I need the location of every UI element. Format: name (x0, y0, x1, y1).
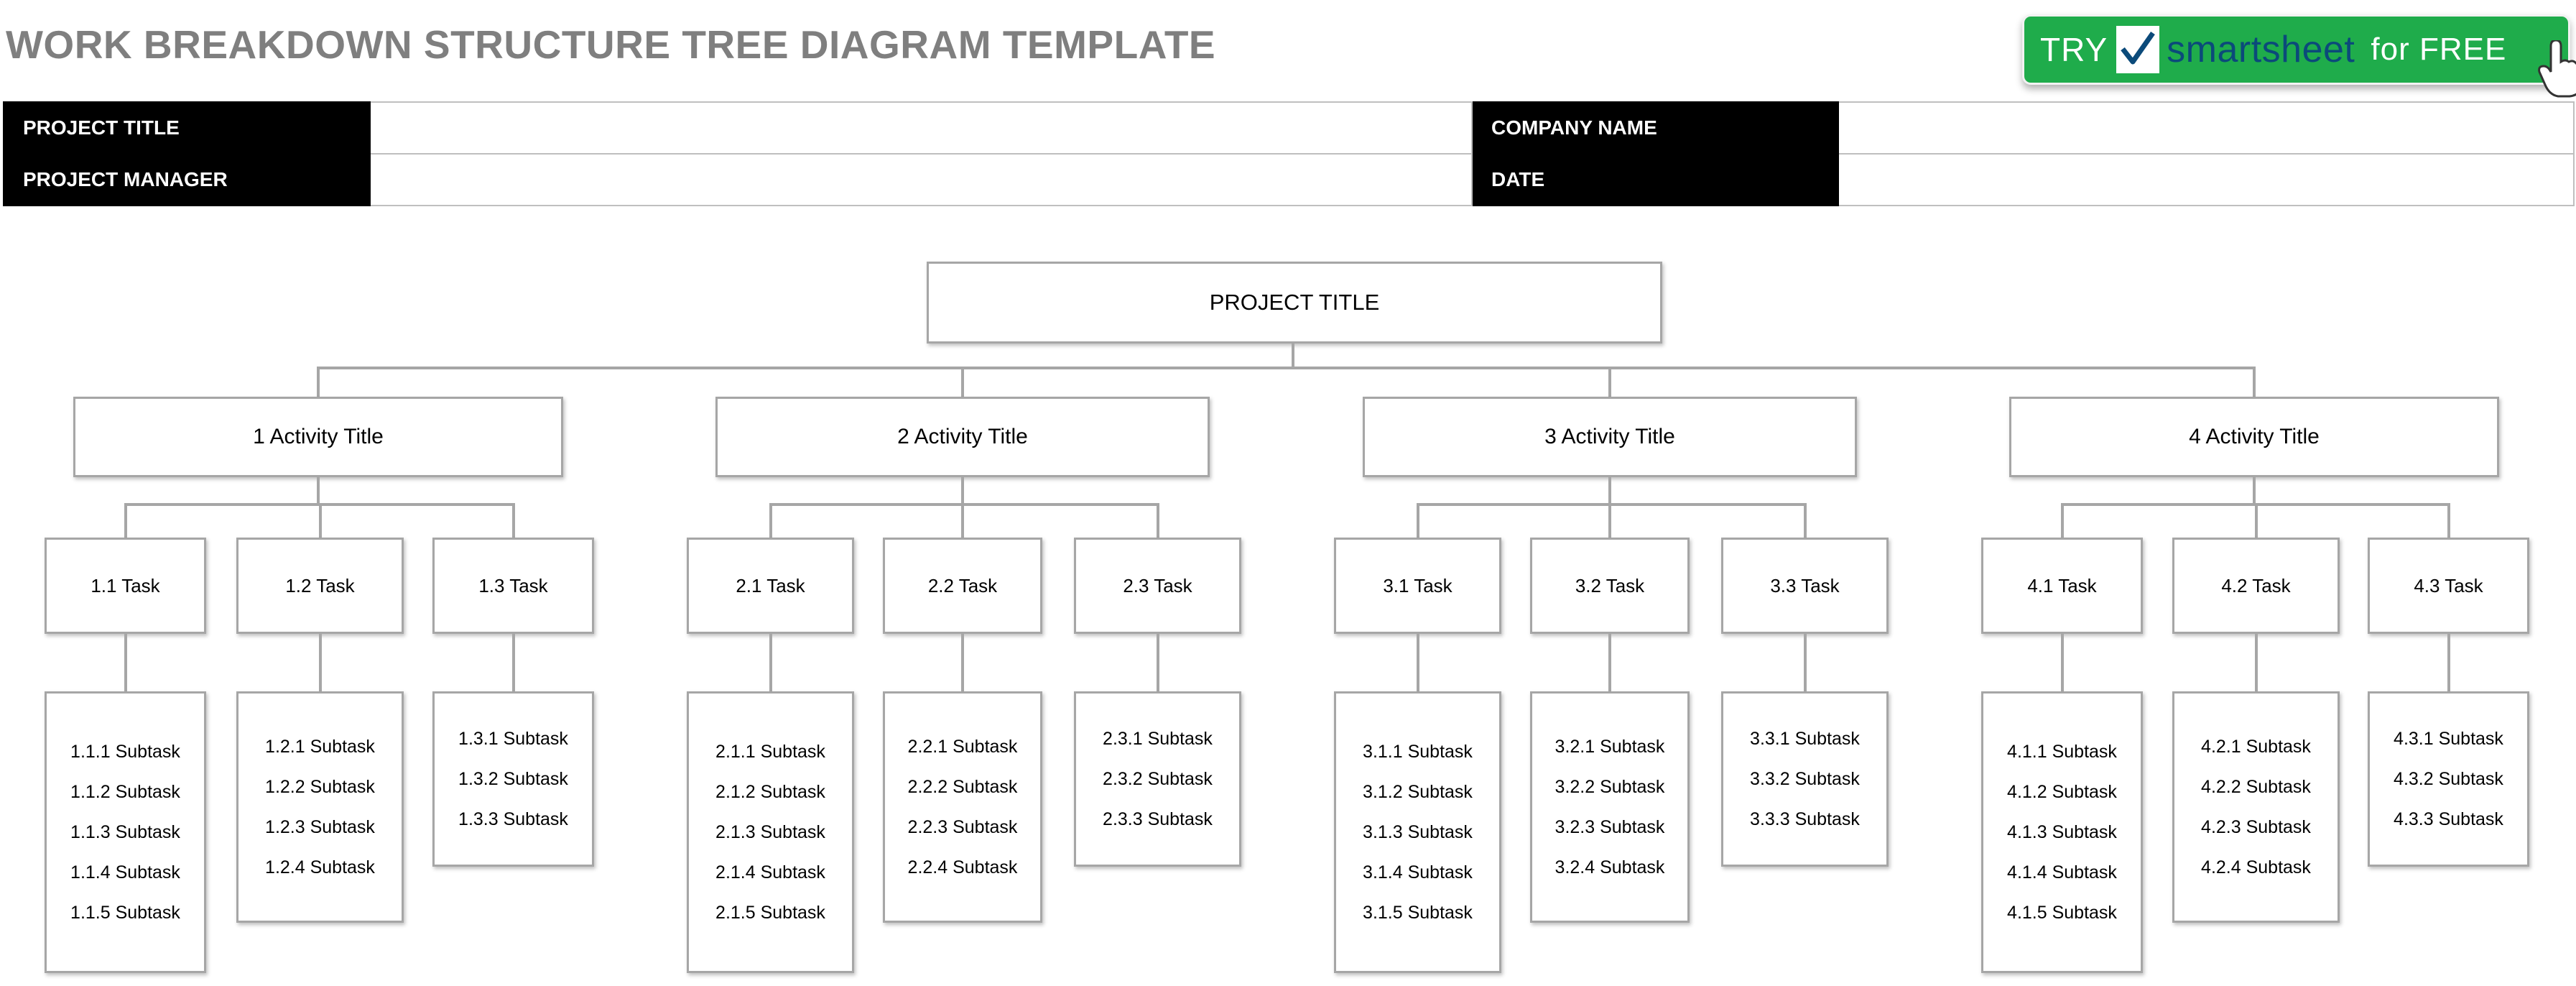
task-box: 1.2 Task (236, 538, 404, 634)
subtask-list-box (45, 691, 206, 973)
subtask-item: 3.2.4 Subtask (1555, 857, 1665, 877)
project-manager-field[interactable] (370, 154, 1472, 206)
company-name-label: COMPANY NAME (1472, 102, 1838, 154)
subtask-item: 4.2.4 Subtask (2201, 857, 2311, 877)
activity-box: 1 Activity Title (73, 397, 563, 477)
activity-down-connector (961, 477, 964, 504)
smartsheet-logo: smartsheet (2167, 29, 2355, 70)
project-title-field[interactable] (370, 102, 1472, 154)
task-connector (2447, 504, 2450, 538)
project-title-label: PROJECT TITLE (4, 102, 370, 154)
task-box: 1.3 Task (432, 538, 594, 634)
task-bus-line (769, 503, 1159, 506)
activity-connector (2253, 368, 2256, 397)
activity-down-connector (317, 477, 320, 504)
task-box: 4.1 Task (1981, 538, 2143, 634)
try-smartsheet-button[interactable] (2022, 14, 2570, 85)
task-box: 2.2 Task (883, 538, 1042, 634)
subtask-item: 2.1.3 Subtask (715, 822, 825, 842)
task-connector (1157, 504, 1159, 538)
task-box: 4.2 Task (2172, 538, 2340, 634)
subtask-list-box (1074, 691, 1241, 867)
subtask-list-box (2172, 691, 2340, 923)
subtask-item: 4.2.2 Subtask (2201, 777, 2311, 797)
subtask-item: 2.1.2 Subtask (715, 782, 825, 802)
subtask-item: 3.1.2 Subtask (1363, 782, 1473, 802)
task-connector (1608, 504, 1611, 538)
subtask-connector (769, 634, 772, 691)
root-project-title-box: PROJECT TITLE (927, 262, 1662, 344)
subtask-item: 2.3.2 Subtask (1103, 769, 1213, 789)
subtask-item: 4.1.3 Subtask (2007, 822, 2117, 842)
subtask-list-box (432, 691, 594, 867)
task-connector (769, 504, 772, 538)
subtask-list-box (687, 691, 854, 973)
project-manager-label: PROJECT MANAGER (4, 154, 370, 206)
subtask-item: 1.1.4 Subtask (70, 862, 180, 883)
subtask-list-box (2368, 691, 2529, 867)
hand-cursor-icon (2536, 40, 2576, 101)
subtask-item: 1.2.3 Subtask (265, 817, 375, 837)
subtask-item: 3.2.1 Subtask (1555, 737, 1665, 757)
task-connector (124, 504, 127, 538)
subtask-item: 4.1.1 Subtask (2007, 742, 2117, 762)
subtask-connector (1804, 634, 1807, 691)
task-box: 3.2 Task (1530, 538, 1690, 634)
activity-connector (961, 368, 964, 397)
task-box: 3.1 Task (1334, 538, 1501, 634)
company-name-field[interactable] (1838, 102, 2574, 154)
task-connector (2255, 504, 2258, 538)
task-box: 1.1 Task (45, 538, 206, 634)
subtask-item: 4.2.1 Subtask (2201, 737, 2311, 757)
task-box: 2.3 Task (1074, 538, 1241, 634)
subtask-item: 2.1.5 Subtask (715, 903, 825, 923)
activity-down-connector (2253, 477, 2256, 504)
subtask-connector (961, 634, 964, 691)
subtask-item: 3.1.3 Subtask (1363, 822, 1473, 842)
activity-box: 4 Activity Title (2009, 397, 2499, 477)
cta-free-label: for FREE (2371, 32, 2507, 67)
subtask-item: 3.3.2 Subtask (1750, 769, 1860, 789)
subtask-item: 1.3.2 Subtask (458, 769, 568, 789)
subtask-connector (1608, 634, 1611, 691)
subtask-list-box (1981, 691, 2143, 973)
task-connector (961, 504, 964, 538)
subtask-item: 2.3.1 Subtask (1103, 729, 1213, 749)
subtask-connector (1417, 634, 1419, 691)
subtask-list-box (1721, 691, 1889, 867)
subtask-connector (2447, 634, 2450, 691)
date-field[interactable] (1838, 154, 2574, 206)
subtask-item: 3.2.2 Subtask (1555, 777, 1665, 797)
subtask-connector (2255, 634, 2258, 691)
task-bus-line (1417, 503, 1807, 506)
subtask-item: 1.2.4 Subtask (265, 857, 375, 877)
subtask-list-box (236, 691, 404, 923)
subtask-item: 1.2.2 Subtask (265, 777, 375, 797)
subtask-item: 3.2.3 Subtask (1555, 817, 1665, 837)
subtask-item: 1.3.1 Subtask (458, 729, 568, 749)
subtask-item: 4.1.2 Subtask (2007, 782, 2117, 802)
subtask-item: 2.1.1 Subtask (715, 742, 825, 762)
subtask-item: 1.3.3 Subtask (458, 809, 568, 829)
subtask-item: 3.1.1 Subtask (1363, 742, 1473, 762)
subtask-item: 4.2.3 Subtask (2201, 817, 2311, 837)
activity-down-connector (1608, 477, 1611, 504)
task-connector (319, 504, 322, 538)
subtask-item: 3.1.4 Subtask (1363, 862, 1473, 883)
subtask-item: 2.2.1 Subtask (907, 737, 1018, 757)
task-connector (1417, 504, 1419, 538)
subtask-item: 2.1.4 Subtask (715, 862, 825, 883)
subtask-item: 4.3.1 Subtask (2394, 729, 2503, 749)
activity-box: 3 Activity Title (1363, 397, 1857, 477)
subtask-item: 1.2.1 Subtask (265, 737, 375, 757)
subtask-item: 1.1.5 Subtask (70, 903, 180, 923)
subtask-item: 3.1.5 Subtask (1363, 903, 1473, 923)
subtask-connector (1157, 634, 1159, 691)
subtask-item: 3.3.3 Subtask (1750, 809, 1860, 829)
subtask-item: 4.3.2 Subtask (2394, 769, 2503, 789)
subtask-item: 1.1.2 Subtask (70, 782, 180, 802)
subtask-connector (319, 634, 322, 691)
task-box: 4.3 Task (2368, 538, 2529, 634)
project-info-table (3, 101, 2575, 206)
subtask-connector (512, 634, 515, 691)
task-box: 3.3 Task (1721, 538, 1889, 634)
checkmark-icon (2116, 26, 2159, 73)
subtask-item: 1.1.3 Subtask (70, 822, 180, 842)
subtask-connector (124, 634, 127, 691)
activity-box: 2 Activity Title (715, 397, 1210, 477)
activity-connector (1608, 368, 1611, 397)
task-connector (2061, 504, 2064, 538)
task-connector (1804, 504, 1807, 538)
subtask-item: 2.2.3 Subtask (907, 817, 1018, 837)
subtask-item: 2.2.4 Subtask (907, 857, 1018, 877)
subtask-list-box (1334, 691, 1501, 973)
date-label: DATE (1472, 154, 1838, 206)
task-connector (512, 504, 515, 538)
subtask-item: 3.3.1 Subtask (1750, 729, 1860, 749)
subtask-list-box (1530, 691, 1690, 923)
cta-try-label: TRY (2040, 31, 2108, 68)
activity-bus-line (317, 367, 2256, 369)
root-connector (1292, 344, 1294, 368)
subtask-list-box (883, 691, 1042, 923)
activity-connector (317, 368, 320, 397)
page-title: WORK BREAKDOWN STRUCTURE TREE DIAGRAM TEMPLATE (6, 22, 1216, 67)
subtask-item: 2.3.3 Subtask (1103, 809, 1213, 829)
task-box: 2.1 Task (687, 538, 854, 634)
subtask-item: 2.2.2 Subtask (907, 777, 1018, 797)
subtask-item: 4.3.3 Subtask (2394, 809, 2503, 829)
subtask-item: 4.1.4 Subtask (2007, 862, 2117, 883)
subtask-connector (2061, 634, 2064, 691)
subtask-item: 4.1.5 Subtask (2007, 903, 2117, 923)
subtask-item: 1.1.1 Subtask (70, 742, 180, 762)
